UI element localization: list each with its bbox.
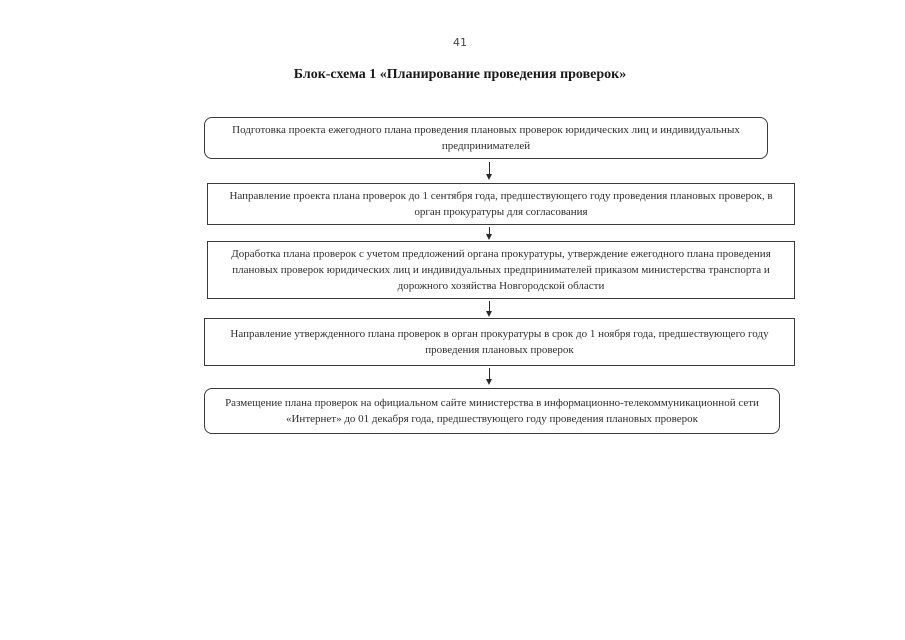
- flow-step-1-prepare-draft-plan: [204, 117, 768, 159]
- arrow-step-4-to-5: [489, 368, 490, 381]
- arrow-step-1-to-2: [489, 162, 490, 176]
- page-number: 41: [453, 36, 467, 49]
- flow-step-1-text: Подготовка проекта ежегодного плана проведения плановых проверок юридических лиц и индивидуальных предпринимателей: [232, 124, 740, 152]
- arrow-step-3-to-4: [489, 301, 490, 313]
- page-title: Блок-схема 1 «Планирование проведения проверок»: [293, 67, 627, 82]
- flow-step-5-text: Размещение плана проверок на официальном сайте министерства в информационно-телекоммуникационной сети «Интернет» до 01 декабря года, предшествующего году проведения плановых проверок: [225, 397, 759, 425]
- arrow-step-2-to-3: [489, 227, 490, 236]
- flow-step-2-text: Направление проекта плана проверок до 1 сентября года, предшествующего году проведения плановых проверок, в орган прокуратуры для согласования: [229, 190, 773, 218]
- flow-step-4-send-approved-plan: [204, 318, 795, 366]
- flow-step-2-send-draft-to-prosecutor: [207, 183, 795, 225]
- flow-step-4-text: Направление утвержденного плана проверок в орган прокуратуры в срок до 1 ноября года, предшествующего году проведения плановых проверок: [230, 328, 769, 356]
- flow-step-3-text: Доработка плана проверок с учетом предложений органа прокуратуры, утверждение ежегодного плана проведения плановых проверок юридических лиц и индивидуальных предпринимателей приказом министерства транспорта и дорожного хозяйства Новгородской области: [231, 248, 771, 292]
- flow-step-5-publish-plan-online: [204, 388, 780, 434]
- flow-step-3-finalize-and-approve-plan: [207, 241, 795, 299]
